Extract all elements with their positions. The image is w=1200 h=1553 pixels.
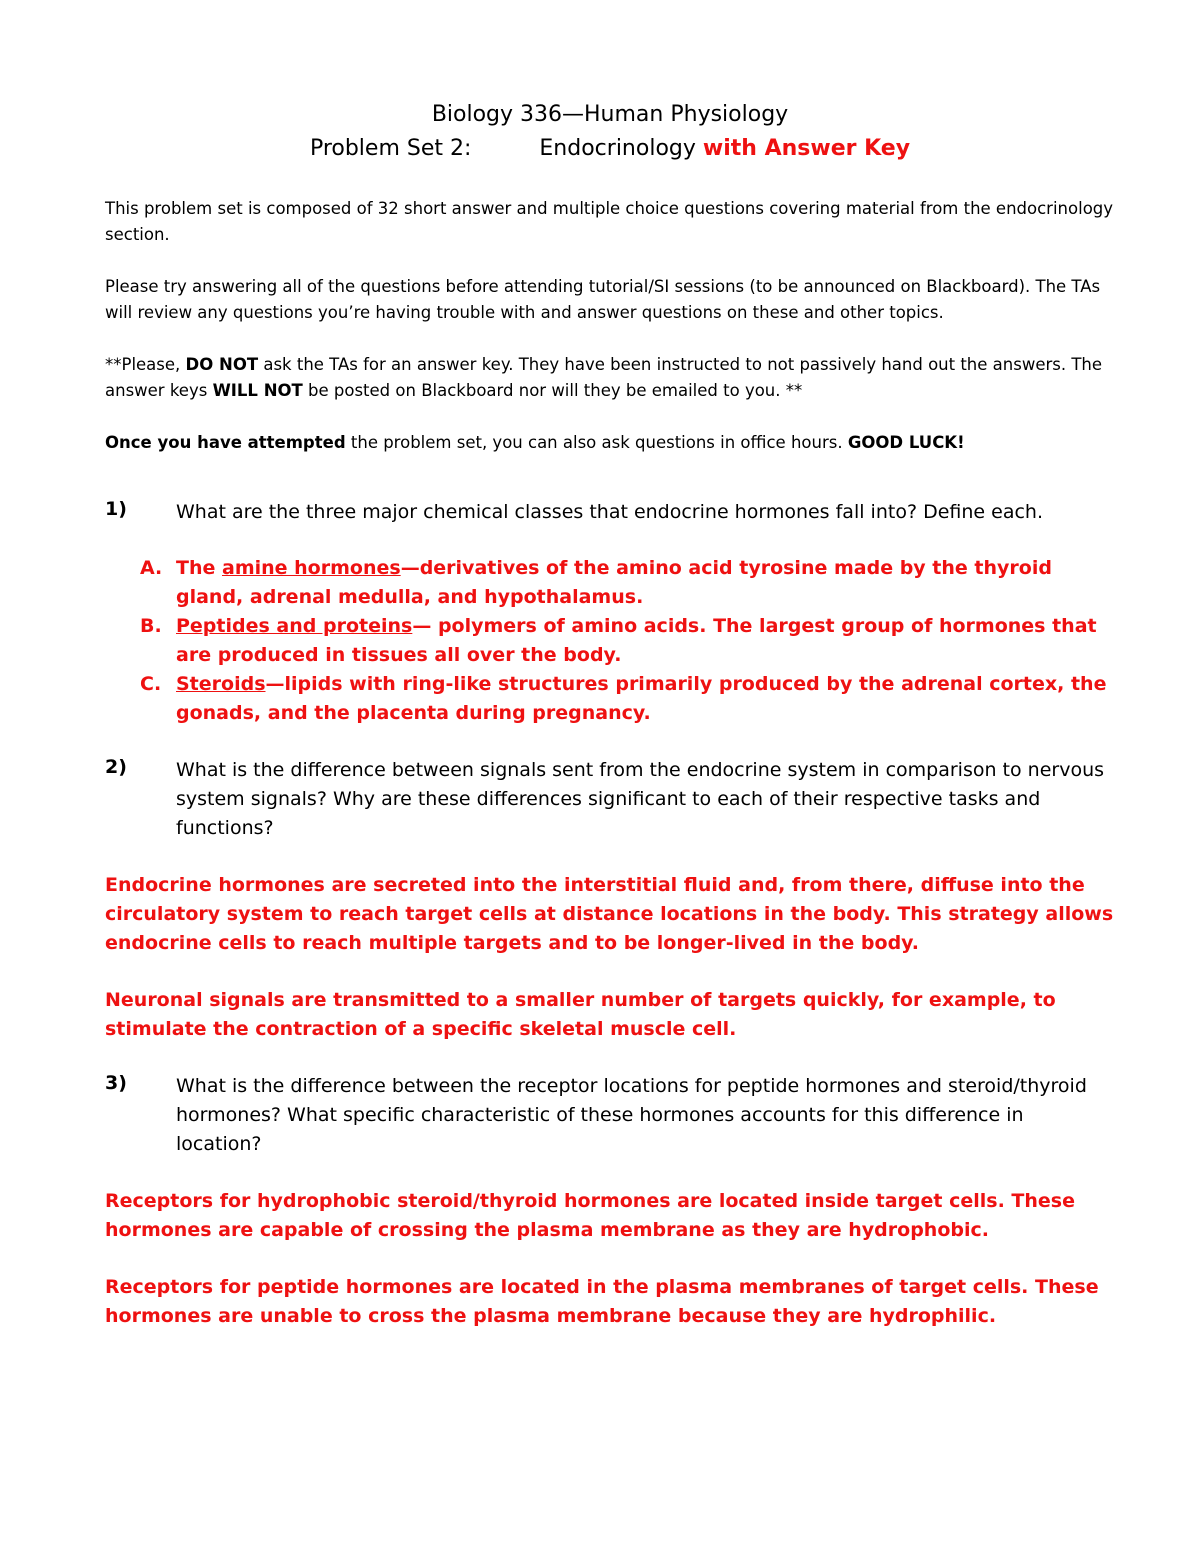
topic-label: Endocrinology xyxy=(539,136,696,161)
answer-letter: B. xyxy=(140,615,162,637)
answer-item-c xyxy=(140,670,1115,728)
answer-letter: C. xyxy=(140,673,162,695)
p3-text-c: ask the TAs for an answer key. They have been instructed to not passively hand out the answers. The answer keys xyxy=(105,355,1103,400)
answer-a-term: amine hormones xyxy=(222,557,401,579)
problem-set-label: Problem Set 2: xyxy=(309,136,472,161)
answer-item-a xyxy=(140,554,1115,612)
question-text: What are the three major chemical classes that endocrine hormones fall into? Define each. xyxy=(176,501,1043,523)
question-number: 2) xyxy=(105,756,127,778)
question-text: What is the difference between signals sent from the endocrine system in comparison to nervous system signals? Why are these differences significant to each of their respective tasks and functions? xyxy=(176,759,1105,839)
question-3-answers xyxy=(105,1187,1115,1331)
answer-c-term: Steroids xyxy=(176,673,266,695)
p4-text-b: the problem set, you can also ask questions in office hours. xyxy=(345,433,848,452)
p3-text-e: be posted on Blackboard nor will they be emailed to you. ** xyxy=(302,381,803,400)
answer-a-definition: —derivatives of the amino acid tyrosine made by the thyroid gland, adrenal medulla, and hypothalamus. xyxy=(176,557,1052,608)
question-1-answers xyxy=(105,554,1115,728)
course-title: Biology 336—Human Physiology xyxy=(431,102,789,127)
answer-b-term: Peptides and proteins xyxy=(176,615,413,637)
intro-paragraph-1: This problem set is composed of 32 short answer and multiple choice questions covering material from the endocrinology section. xyxy=(105,199,1114,244)
question-number: 3) xyxy=(105,1072,127,1094)
answer-paragraph-2: Neuronal signals are transmitted to a smaller number of targets quickly, for example, to stimulate the contraction of a specific skeletal muscle cell. xyxy=(105,989,1056,1040)
answer-key-label: with Answer Key xyxy=(702,136,911,161)
question-2 xyxy=(105,756,1115,843)
p3-text-a: **Please, xyxy=(105,355,186,374)
document-page xyxy=(105,98,1115,1331)
document-title xyxy=(105,98,1115,166)
intro-section xyxy=(105,196,1115,456)
p4-good-luck: GOOD LUCK! xyxy=(847,433,965,452)
p3-do-not: DO NOT xyxy=(185,355,259,374)
p3-will-not: WILL NOT xyxy=(212,381,303,400)
answer-letter: A. xyxy=(140,557,163,579)
answer-paragraph-1: Endocrine hormones are secreted into the interstitial fluid and, from there, diffuse into the circulatory system to reach target cells at distance locations in the body. This strategy allows endocrine cells to reach multiple targets and to be longer-lived in the body. xyxy=(105,874,1114,954)
p4-attempted: Once you have attempted xyxy=(105,433,346,452)
intro-paragraph-3 xyxy=(105,352,1115,404)
answer-b-definition: — polymers of amino acids. The largest group of hormones that are produced in tissues all over the body. xyxy=(176,615,1097,666)
answer-item-b xyxy=(140,612,1115,670)
question-3 xyxy=(105,1072,1115,1159)
answer-paragraph-2: Receptors for peptide hormones are located in the plasma membranes of target cells. These hormones are unable to cross the plasma membrane because they are hydrophilic. xyxy=(105,1276,1099,1327)
intro-paragraph-4 xyxy=(105,430,1115,456)
answer-a-prefix: The xyxy=(176,557,222,579)
intro-paragraph-2: Please try answering all of the questions before attending tutorial/SI sessions (to be announced on Blackboard). The TAs will review any questions you’re having trouble with and answer questions on these and other topics. xyxy=(105,277,1101,322)
question-number: 1) xyxy=(105,498,127,520)
question-2-answers xyxy=(105,871,1115,1044)
answer-c-definition: —lipids with ring-like structures primarily produced by the adrenal cortex, the gonads, and the placenta during pregnancy. xyxy=(176,673,1107,724)
problem-set-title xyxy=(105,132,1115,166)
answer-paragraph-1: Receptors for hydrophobic steroid/thyroid hormones are located inside target cells. These hormones are capable of crossing the plasma membrane as they are hydrophobic. xyxy=(105,1190,1075,1241)
question-1 xyxy=(105,498,1115,527)
question-text: What is the difference between the receptor locations for peptide hormones and steroid/thyroid hormones? What specific characteristic of these hormones accounts for this difference in location? xyxy=(176,1075,1087,1155)
